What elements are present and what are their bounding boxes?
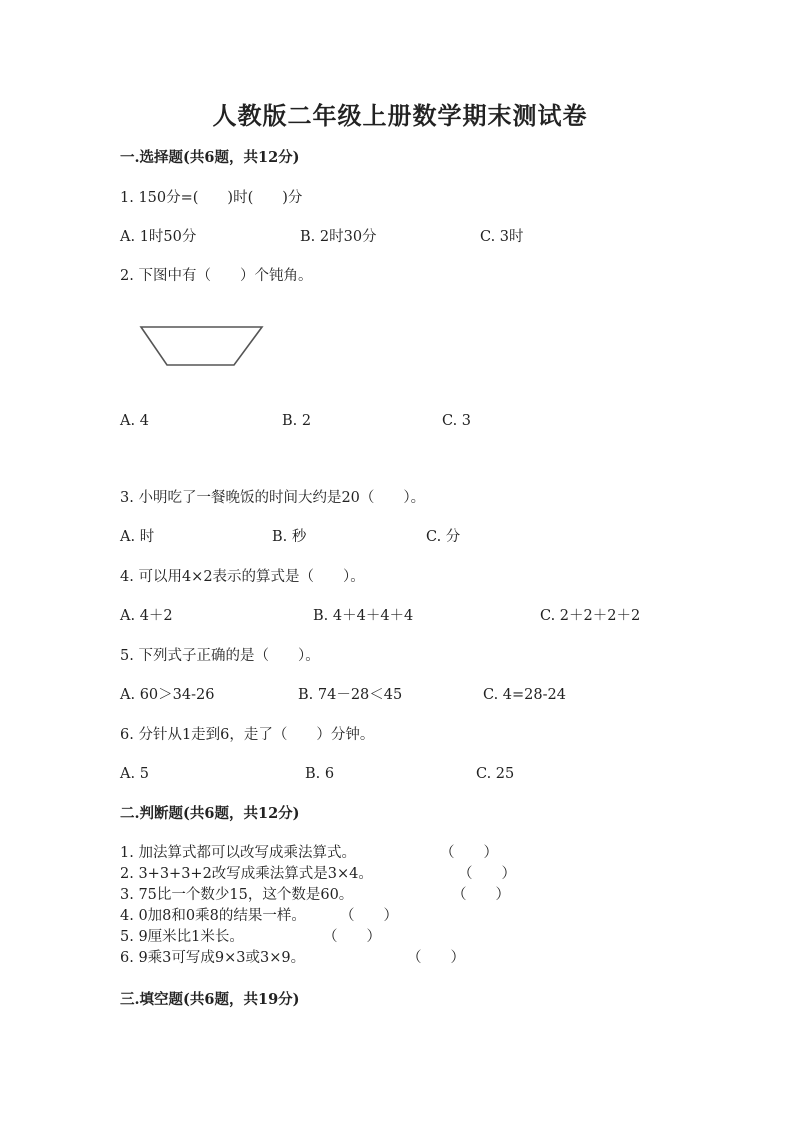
option-a: A. 60＞34-26 xyxy=(120,687,215,703)
option-c: C. 3 xyxy=(442,413,472,429)
section-heading-fill-blank: 三.填空题(共6题，共19分) xyxy=(120,991,300,1008)
option-b: B. 6 xyxy=(305,766,335,782)
option-b: B. 4＋4＋4＋4 xyxy=(313,608,414,624)
option-b: B. 74－28＜45 xyxy=(298,687,403,703)
option-b: B. 2 xyxy=(282,413,312,429)
page-title: 人教版二年级上册数学期末测试卷 xyxy=(212,101,588,130)
option-c: C. 25 xyxy=(476,766,515,782)
answer-blank: （ ） xyxy=(323,929,381,945)
option-b: B. 秒 xyxy=(272,529,307,545)
judgment-item: 1. 加法算式都可以改写成乘法算式。 xyxy=(120,845,356,861)
judgment-item: 6. 9乘3可写成9×3或3×9。 xyxy=(120,950,306,966)
answer-blank: （ ） xyxy=(452,887,510,903)
question-stem: 5. 下列式子正确的是（ ）。 xyxy=(120,648,320,664)
option-a: A. 4 xyxy=(120,413,149,429)
section-heading-judgment: 二.判断题(共6题，共12分) xyxy=(120,805,300,822)
option-c: C. 2＋2＋2＋2 xyxy=(540,608,641,624)
answer-blank: （ ） xyxy=(440,845,498,861)
section-heading-choice: 一.选择题(共6题，共12分) xyxy=(120,149,300,166)
trapezoid-shape xyxy=(141,327,262,365)
judgment-item: 5. 9厘米比1米长。 xyxy=(120,929,244,945)
judgment-item: 3. 75比一个数少15，这个数是60。 xyxy=(120,887,354,903)
question-stem: 6. 分针从1走到6，走了（ ）分钟。 xyxy=(120,727,375,743)
answer-blank: （ ） xyxy=(407,950,465,966)
option-a: A. 5 xyxy=(120,766,149,782)
option-b: B. 2时30分 xyxy=(300,229,377,245)
question-stem: 4. 可以用4×2表示的算式是（ ）。 xyxy=(120,569,365,585)
answer-blank: （ ） xyxy=(340,908,398,924)
trapezoid-figure xyxy=(138,322,268,370)
question-stem: 1. 150分=( )时( )分 xyxy=(120,190,303,206)
answer-blank: （ ） xyxy=(458,866,516,882)
option-c: C. 分 xyxy=(426,529,461,545)
option-a: A. 1时50分 xyxy=(120,229,197,245)
judgment-item: 2. 3+3+3+2改写成乘法算式是3×4。 xyxy=(120,866,373,882)
question-stem: 2. 下图中有（ ）个钝角。 xyxy=(120,268,313,284)
question-stem: 3. 小明吃了一餐晚饭的时间大约是20（ ）。 xyxy=(120,490,426,506)
option-c: C. 4=28-24 xyxy=(483,687,566,703)
option-a: A. 时 xyxy=(120,529,155,545)
option-c: C. 3时 xyxy=(480,229,524,245)
judgment-item: 4. 0加8和0乘8的结果一样。 xyxy=(120,908,306,924)
option-a: A. 4＋2 xyxy=(120,608,173,624)
